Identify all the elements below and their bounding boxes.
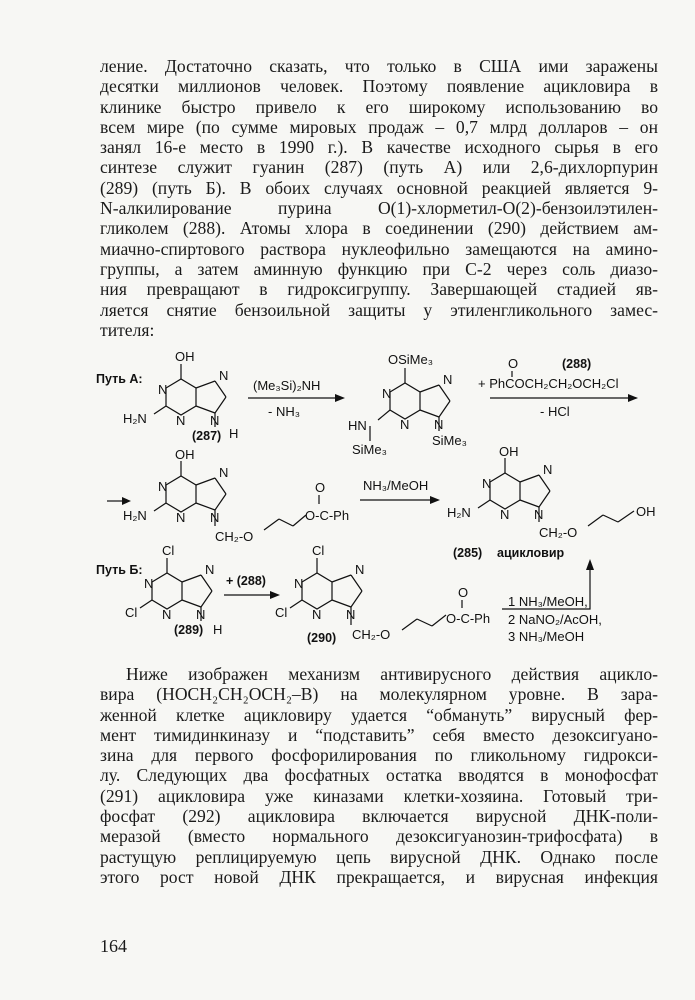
reaction-arrow-step1	[248, 378, 345, 419]
carbonyl-o: O	[315, 480, 326, 495]
route-b-label: Путь Б:	[96, 563, 143, 577]
n-label: N	[355, 562, 365, 577]
n-label: N	[312, 607, 322, 622]
acyclovir-structure	[447, 444, 656, 560]
n-label: N	[434, 417, 444, 432]
carbonyl-o: O	[458, 585, 469, 600]
byproduct-text: - NH₃	[268, 404, 301, 419]
oh-label: OH	[175, 349, 195, 364]
text-line: клинике быстро привело к его широкому использованию во	[100, 96, 658, 117]
text-line: женной клетке ацикловиру удается “обмануть” вирусный фер-	[100, 704, 658, 725]
text-line: Ниже изображен механизм антивирусного действия ацикло-	[126, 664, 658, 684]
reagent-text: NH₃/MeOH	[363, 478, 429, 493]
text-line: синтезе служит гуанин (287) (путь А) или 2,6-дихлорпурин	[100, 157, 658, 178]
compound-label-289: (289)	[174, 623, 204, 637]
reagent-text: + PhCOCH₂CH₂OCH₂Cl	[478, 376, 619, 391]
ch2o-label: CH₂-O	[539, 525, 578, 540]
n-label: N	[144, 576, 154, 591]
text-line: ление. Достаточно сказать, что только в США ими заражены	[100, 56, 658, 76]
n-label: N	[534, 507, 544, 522]
text-line: зина для первого фосфорилирования по гликольному гидрокси-	[100, 745, 658, 766]
cl-label: Cl	[162, 543, 175, 558]
h-label: H	[229, 426, 239, 441]
n-label: N	[219, 465, 229, 480]
nh2-label: H₂N	[123, 508, 147, 523]
oh-label: OH	[636, 504, 656, 519]
sime3-label: SiMe₃	[352, 442, 387, 457]
cl-label: Cl	[125, 605, 138, 620]
silylated-guanine-structure	[348, 352, 467, 457]
text-line: вира (HOCH₂CH₂OCH₂–В) на молекулярном уровне. В зара-	[100, 684, 658, 705]
osime3-label: OSiMe₃	[388, 352, 434, 367]
reagent-text: 3 NH₃/MeOH	[508, 629, 585, 644]
n-label: N	[162, 607, 172, 622]
n-label: N	[219, 368, 229, 383]
text-line: фосфат (292) ацикловира включается вирусной ДНК-поли-	[100, 806, 658, 827]
n-label: N	[482, 476, 492, 491]
n-label: N	[158, 382, 168, 397]
h-label: H	[213, 622, 223, 637]
n-label: N	[382, 386, 392, 401]
text-line: (289) (путь Б). В обоих случаях основной реакцией является 9-	[100, 177, 658, 198]
oh-label: OH	[175, 447, 195, 462]
page-number: 164	[100, 936, 127, 956]
text-line: группы, а затем аминную функцию при С-2 через соль диазо-	[100, 258, 658, 279]
guanine-structure	[123, 349, 238, 443]
reagent-text: + (288)	[226, 574, 266, 588]
hn-label: HN	[348, 418, 367, 433]
n-label: N	[443, 372, 453, 387]
text-line: лу. Следующих два фосфатных остатка вводятся в монофосфат	[100, 765, 658, 786]
nh2-label: H₂N	[123, 411, 147, 426]
n-label: N	[543, 462, 553, 477]
n-label: N	[176, 510, 186, 525]
text-line: десятки миллионов человек. Поэтому появление ацикловира в	[100, 76, 658, 97]
text-line: мент тимидинкиназу и “подставить” себя вместо дезоксигуано-	[100, 724, 658, 745]
synthesis-scheme	[0, 330, 695, 660]
sime3-label: SiMe₃	[432, 433, 467, 448]
reaction-arrow-step2	[478, 356, 638, 419]
paragraph-top	[100, 56, 658, 340]
text-line: ляется снятие бензоильной защиты у этиленгликольного замес-	[100, 299, 658, 320]
ester-label: O-C-Ph	[446, 611, 491, 626]
nh2-label: H₂N	[447, 505, 471, 520]
ester-label: O-C-Ph	[305, 508, 350, 523]
n-label: N	[400, 417, 410, 432]
reagent-text: (Me₃Si)₂NH	[253, 378, 321, 393]
n-label: N	[196, 607, 206, 622]
text-line: меразой (вместо нормального дезоксигуанозин-трифосфата) в	[100, 826, 658, 847]
benzoyl-intermediate-structure	[123, 447, 349, 544]
paragraph-bottom	[100, 664, 658, 887]
n-label: N	[500, 507, 510, 522]
compound-label-285: (285)	[453, 546, 483, 560]
cl-label: Cl	[275, 605, 288, 620]
n-label: N	[210, 510, 220, 525]
text-line: ния превращают в гидроксигруппу. Завершающей стадией яв-	[100, 279, 658, 300]
n-label: N	[205, 562, 215, 577]
text-line: этого рост новой ДНК прекращается, и вирусная инфекция	[100, 866, 658, 887]
n-label: N	[346, 607, 356, 622]
reaction-arrow-step5	[502, 559, 602, 644]
n-label: N	[210, 413, 220, 428]
cl-label: Cl	[312, 543, 325, 558]
carbonyl-o: O	[508, 356, 519, 371]
reagent-text: 2 NaNO₂/AcOH,	[508, 612, 602, 627]
n-label: N	[158, 479, 168, 494]
reaction-arrow-step4	[224, 574, 280, 599]
ch2o-label: CH₂-O	[352, 627, 391, 642]
text-line: N-алкилирование пурина О(1)-хлорметил-О(2)-бензоилэтилен-	[100, 198, 658, 219]
text-line: гликолем (288). Атомы хлора в соединении (290) действием ам-	[100, 218, 658, 239]
text-line: миачно-спиртового раствора нуклеофильно замещаются на амино-	[100, 238, 658, 259]
compound-label-288: (288)	[562, 357, 592, 371]
reaction-arrow-step3	[360, 478, 440, 504]
compound-label-287: (287)	[192, 429, 222, 443]
text-line: тителя:	[100, 319, 155, 340]
text-line: занял 16-е место в 1990 г.). В качестве исходного сырья в его	[100, 137, 658, 158]
text-line: всем мире (по сумме мировых продаж – 0,7 млрд долларов – он	[100, 116, 658, 137]
continuation-arrow	[107, 497, 131, 505]
text-line: (291) ацикловира уже киназами клетки-хозяина. Готовый три-	[100, 785, 658, 806]
n-label: N	[294, 576, 304, 591]
n-label: N	[176, 413, 186, 428]
byproduct-text: - HCl	[540, 404, 570, 419]
oh-label: OH	[499, 444, 519, 459]
reagent-text: 1 NH₃/MeOH,	[508, 594, 588, 609]
compound-label-290: (290)	[307, 631, 337, 645]
compound-name: ацикловир	[497, 546, 565, 560]
dichloropurine-structure	[125, 543, 222, 637]
text-line: растущую реплицируемую цепь вирусной ДНК. Однако после	[100, 846, 658, 867]
ch2o-label: CH₂-O	[215, 529, 254, 544]
route-a-label: Путь А:	[96, 372, 143, 386]
